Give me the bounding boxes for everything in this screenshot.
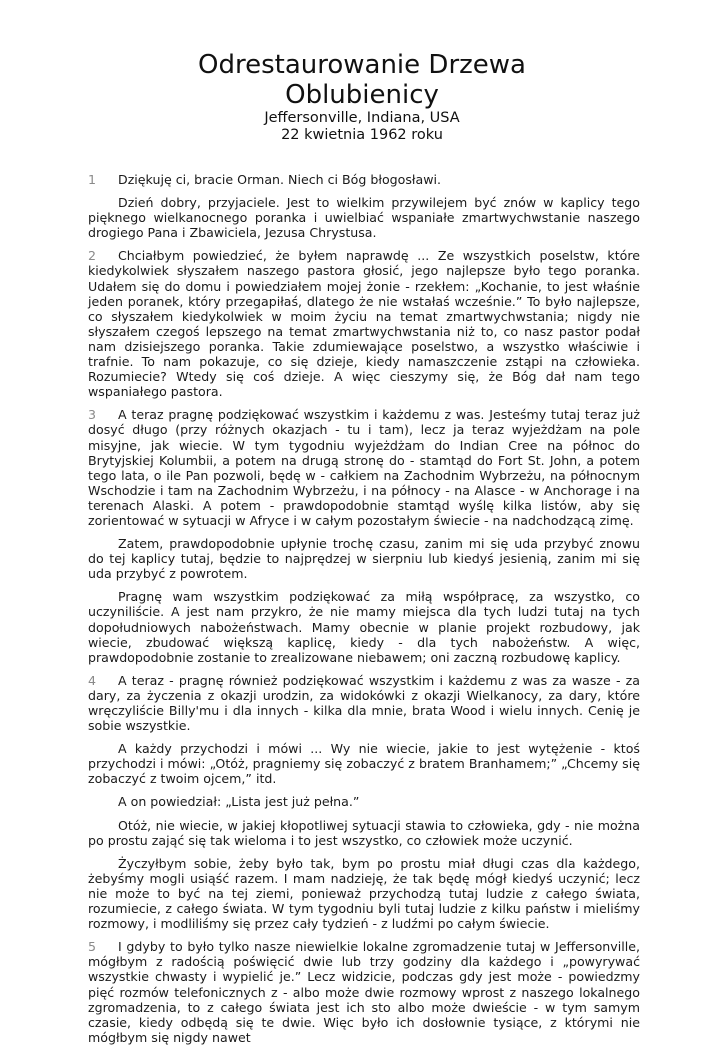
paragraph-text: A każdy przychodzi i mówi ... Wy nie wiecie, jakie to jest wytężenie - ktoś przychodzi i mówi: „Otóż, pragniemy się zobaczyć z bratem Branhamem;” „Chcemy się zobaczyć z twoim ojcem,” itd. (88, 741, 640, 787)
paragraph-text: A teraz pragnę podziękować wszystkim i każdemu z was. Jesteśmy tutaj teraz już dosyć długo (przy różnych okazjach - tu i tam), lecz ja teraz wyjeżdżam na pole misyjne, jak wiecie. W tym tygodniu wyjeżdżam do Indian Cree na północ do Brytyjskiej Kolumbii, a potem na drugą stronę do - stamtąd do Fort St. John, a potem tego lata, o ile Pan pozwoli, będę w - całkiem na Zachodnim Wybrzeżu, na północnym Wschodzie i tam na Zachodnim Wybrzeżu, i na północy - na Alasce - w Anchorage i na terenach Alaski. A potem - prawdopodobnie stamtąd wyślę kilka listów, aby się zorientować w sytuacji w Afryce i w całym pozostałym świecie - na nadchodzącą zimę. (88, 407, 640, 528)
paragraph (88, 589, 640, 664)
page-title-line-1: Odrestaurowanie Drzewa (198, 50, 526, 80)
paragraph (88, 172, 640, 187)
paragraph-text: Otóż, nie wiecie, w jakiej kłopotliwej sytuacji stawia to człowieka, gdy - nie można po prostu zająć się tak wieloma i to jest wszystko, co człowiek może uczynić. (88, 817, 640, 848)
paragraph-text: I gdyby to było tylko nasze niewielkie lokalne zgromadzenie tutaj w Jeffersonville, mógłbym z radością poświęcić dwie lub trzy godziny dla każdego i „powyrywać wszystkie chwasty i wypielić je.” Lecz widzicie, podczas gdy jest może - powiedzmy pięć rozmów telefonicznych z - albo może dwie rozmowy wprost z naszego lokalnego zgromadzenia, to z całego świata jest ich sto albo może dwieście - w tym samym czasie, kiedy odbędą się te dwie. Więc było ich dosłownie tysiące, z którymi nie mógłbym się nigdy nawet (88, 939, 640, 1045)
paragraph (88, 741, 640, 786)
paragraph-text: A on powiedział: „Lista jest już pełna.” (118, 794, 360, 810)
sermon-body (88, 172, 640, 1053)
paragraph-number: 1 (88, 172, 97, 187)
paragraph-text: Pragnę wam wszystkim podziękować za miłą współpracę, za wszystko, co uczyniliście. A jest nam przykro, że nie mamy miejsca dla tych ludzi tutaj na tych dopołudniowych nabożeństwach. Mamy obecnie w planie projekt rozbudowy, jak wiecie, zbudować większą kaplicę, kiedy - dla tych nabożeństw. A więc, prawdopodobnie zostanie to zrealizowane niebawem; oni zaczną rozbudowę kaplicy. (88, 589, 640, 665)
paragraph-text: Chciałbym powiedzieć, że byłem naprawdę ... Ze wszystkich poselstw, które kiedykolwiek słyszałem naszego pastora głosić, jego najlepsze było tego poranka. Udałem się do domu i powiedziałem mojej żonie - rzekłem: „Kochanie, to jest właśnie jeden poranek, który przegapiłaś, dlatego że nie wstałaś wcześnie.” To było najlepsze, co słyszałem kiedykolwiek w moim życiu na temat zmartwychwstania; nigdy nie słyszałem czegoś lepszego na temat zmartwychwstania niż to, co nasz pastor podał nam dzisiejszego poranka. Takie zdumiewające poselstwo, a wszystko właściwie i trafnie. To nam pokazuje, co się dzieje, kiedy namaszczenie zstąpi na człowieka. Rozumiecie? Wtedy się coś dzieje. A więc cieszymy się, że Bóg dał nam tego wspaniałego pastora. (88, 248, 640, 400)
paragraph (88, 939, 640, 1045)
paragraph-number: 2 (88, 248, 97, 264)
paragraph-number: 5 (88, 939, 97, 955)
paragraph (88, 248, 640, 399)
paragraph (88, 818, 640, 848)
paragraph (88, 536, 640, 581)
paragraph-text: Dziękuję ci, bracie Orman. Niech ci Bóg błogosławi. (118, 172, 442, 187)
paragraph (88, 195, 640, 240)
paragraph-number: 3 (88, 407, 97, 423)
paragraph (88, 856, 640, 931)
paragraph (88, 407, 640, 528)
paragraph (88, 794, 640, 809)
paragraph (88, 673, 640, 733)
paragraph-text: A teraz - pragnę również podziękować wszystkim i każdemu z was za wasze - za dary, za życzenia z okazji urodzin, za widokówki z okazji Wielkanocy, za dary, które wręczyliście Billy'mu i dla innych - kilka dla mnie, brata Wood i wielu innych. Cenię je sobie wszystkie. (88, 672, 640, 734)
paragraph-text: Dzień dobry, przyjaciele. Jest to wielkim przywilejem być znów w kaplicy tego pięknego wielkanocnego poranka i uwielbiać wspaniałe zmartwychwstanie naszego drogiego Pana i Zbawiciela, Jezusa Chrystusa. (88, 195, 640, 241)
page-title-line-2: Oblubienicy (285, 80, 439, 110)
paragraph-number: 4 (88, 672, 97, 688)
location-line: Jeffersonville, Indiana, USA (264, 110, 460, 126)
paragraph-text: Życzyłbym sobie, żeby było tak, bym po prostu miał długi czas dla każdego, żebyśmy mogli usiąść razem. I mam nadzieję, że tak będę mógł kiedyś uczynić; lecz nie może to być na tej ziemi, ponieważ przychodzą tutaj ludzie z całego świata, rozumiecie, z całego świata. W tym tygodniu byli tutaj ludzie z kilku państw i mieliśmy rozmowy, i modliliśmy się przez cały tydzień - z ludźmi po całym świecie. (88, 855, 640, 932)
paragraph-text: Zatem, prawdopodobnie upłynie trochę czasu, zanim mi się uda przybyć znowu do tej kaplicy tutaj, będzie to najprędzej w sierpniu lub kiedyś jesienią, zanim mi się uda przybyć z powrotem. (88, 536, 640, 582)
date-line: 22 kwietnia 1962 roku (281, 127, 443, 143)
